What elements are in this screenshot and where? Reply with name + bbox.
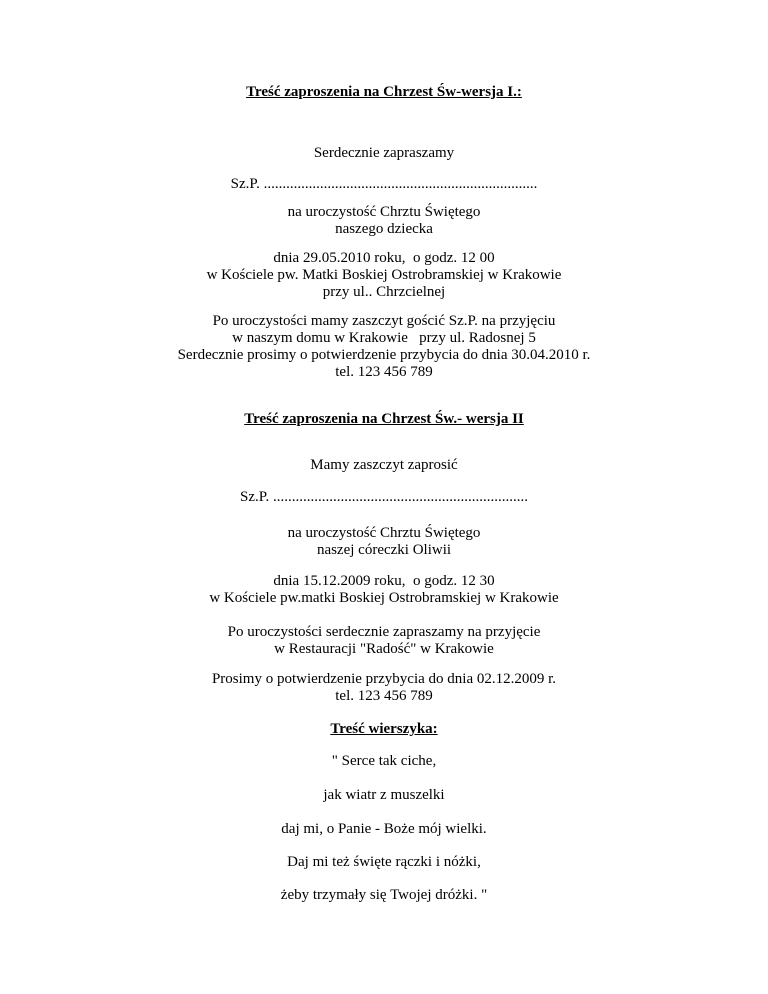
- version1-event-line1: na uroczystość Chrztu Świętego: [287, 204, 481, 220]
- version1-date-line: dnia 29.05.2010 roku, o godz. 12 00: [273, 250, 495, 266]
- version1-greeting: Serdecznie zapraszamy: [313, 145, 455, 161]
- version1-street-line: przy ul.. Chrzcielnej: [322, 284, 446, 300]
- poem-heading: Treść wierszyka:: [330, 721, 438, 737]
- version2-guest-line: Sz.P. ....................................................................: [240, 489, 528, 505]
- version1-reception-line1: Po uroczystości mamy zaszczyt gościć Sz.P. na przyjęciu: [212, 313, 556, 329]
- version2-rsvp-line: Prosimy o potwierdzenie przybycia do dnia 02.12.2009 r.: [211, 671, 557, 687]
- version1-reception-line2: w naszym domu w Krakowie przy ul. Radosnej 5: [232, 330, 536, 346]
- version1-phone-line: tel. 123 456 789: [335, 364, 433, 380]
- poem-line2: jak wiatr z muszelki: [323, 787, 445, 803]
- version1-heading: Treść zaproszenia na Chrzest Św-wersja I.:: [246, 84, 522, 100]
- version1-rsvp-line: Serdecznie prosimy o potwierdzenie przybycia do dnia 30.04.2010 r.: [177, 347, 591, 363]
- poem-line4: Daj mi też święte rączki i nóżki,: [287, 854, 481, 870]
- poem-line1: " Serce tak ciche,: [331, 753, 437, 769]
- version2-reception-line1: Po uroczystości serdecznie zapraszamy na przyjęcie: [227, 624, 541, 640]
- poem-line5: żeby trzymały się Twojej dróżki. ": [280, 887, 488, 903]
- version2-heading: Treść zaproszenia na Chrzest Św.- wersja II: [244, 411, 524, 427]
- version1-church-line: w Kościele pw. Matki Boskiej Ostrobramskiej w Krakowie: [206, 267, 562, 283]
- version2-date-line: dnia 15.12.2009 roku, o godz. 12 30: [273, 573, 495, 589]
- version1-event-line2: naszego dziecka: [335, 221, 433, 237]
- version2-event-line1: na uroczystość Chrztu Świętego: [287, 525, 481, 541]
- version1-guest-line: Sz.P. .........................................................................: [230, 176, 538, 192]
- poem-line3: daj mi, o Panie - Boże mój wielki.: [281, 821, 487, 837]
- version2-greeting: Mamy zaszczyt zaprosić: [310, 457, 458, 473]
- version2-church-line: w Kościele pw.matki Boskiej Ostrobramskiej w Krakowie: [209, 590, 559, 606]
- version2-reception-line2: w Restauracji "Radość" w Krakowie: [274, 641, 494, 657]
- version2-phone-line: tel. 123 456 789: [335, 688, 433, 704]
- version2-event-line2: naszej córeczki Oliwii: [316, 542, 452, 558]
